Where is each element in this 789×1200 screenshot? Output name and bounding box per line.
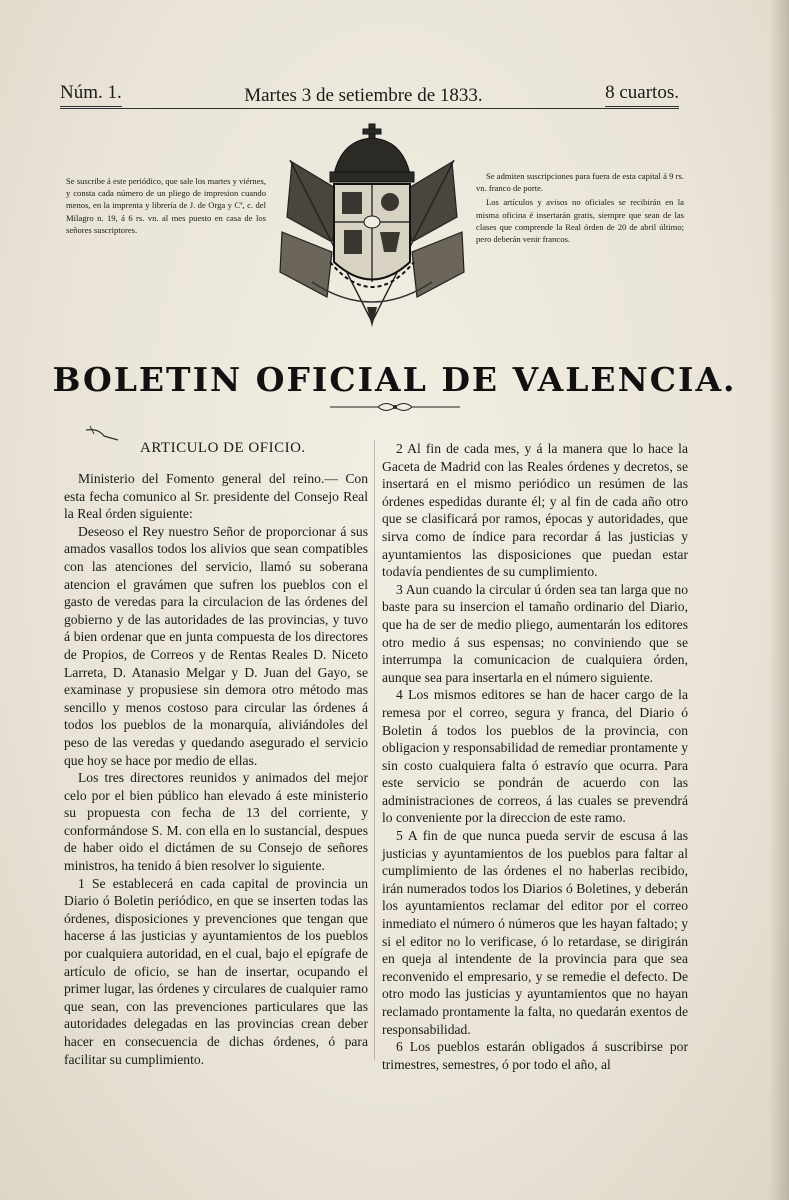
subscription-note-articles: Los artículos y avisos no oficiales se recibirán en la misma oficina é insertarán gratis, siempre que sean de las clases que comprende la Real órden de 20 de abril último; pero deberán venir francos. bbox=[476, 197, 684, 245]
masthead-title: BOLETIN OFICIAL DE VALENCIA. bbox=[52, 360, 737, 399]
section-heading: ARTICULO DE OFICIO. bbox=[140, 440, 306, 456]
paragraph-article-6: 6 Los pueblos estarán obligados á suscribirse por trimestres, semestres, ó por todo el año, al bbox=[382, 1039, 688, 1072]
issue-price: 8 cuartos. bbox=[605, 82, 679, 107]
paragraph-article-5: 5 A fin de que nunca pueda servir de escusa á las justicias y ayuntamientos de los pueblos para faltar al cumplimiento de las órdenes el no haberlas recibido, irán numerados todos los Diarios ó Boletines, y deberán los ayuntamientos reclamar del editor por el correo inmediato el número ó números que les hayan faltado; y si el editor no lo verificase, ó lo retardase, se dirigirán en queja al intendente de la provincia para que sea reconvenido el empresario, y se remedie el defecto. De otro modo las justicias y ayuntamientos que no hayan reclamado prontamente la falta, no quedarán exentos de responsabilidad. bbox=[382, 828, 688, 1037]
subscription-note-outside: Se admiten suscripciones para fuera de esta capital á 9 rs. vn. franco de porte. bbox=[476, 171, 684, 194]
left-column bbox=[64, 470, 368, 1068]
paragraph-article-4: 4 Los mismos editores se han de hacer cargo de la remesa por el correo, segura y franca, del Diario ó Boletin á todos los pueblos de la provincia, con obligacion y responsabilidad de remediar prontamente y sin costo cualquiera falta ó estravío que ocurra. Para este servicio se pondrán de acuerdo con las administraciones de correos, á las cuales se prevendrá lo conveniente por la direccion de este ramo. bbox=[382, 687, 688, 826]
paragraph-article-3: 3 Aun cuando la circular ú órden sea tan larga que no baste para su insercion el tamaño ordinario del Diario, que ha de ser de medio pliego, aumentarán los editores otro medio á sus espensas; no conviniendo que se interrumpa la comunicacion de cualquiera órden, aunque sea para insertarla en el número siguiente. bbox=[382, 581, 688, 685]
pen-mark-icon bbox=[84, 424, 120, 444]
paragraph-directors: Los tres directores reunidos y animados del mejor celo por el bien público han elevado á este ministerio su propuesta con fecha de 13 del corriente, y conformándose S. M. con ella en lo sustancial, despues de haber oido el dictámen de su Consejo de señores ministros, ha tenido á bien resolver lo siguiente. bbox=[64, 770, 368, 874]
ornament-divider-icon bbox=[330, 400, 460, 414]
subscription-note-right bbox=[476, 170, 684, 247]
paragraph-ministry: Ministerio del Fomento general del reino.— Con esta fecha comunico al Sr. presidente del Consejo Real la Real órden siguiente: bbox=[64, 471, 368, 522]
header-bar bbox=[60, 82, 679, 107]
paragraph-royal-desire: Deseoso el Rey nuestro Señor de proporcionar á sus amados vasallos todos los alivios que sean compatibles con las atenciones del servicio, llamó su soberana atencion el gravámen que sufren los pueblos con el gasto de veredas para la circulacion de las órdenes del gobierno y de las autoridades de las provincias, y tuvo á bien ordenar que en junta compuesta de los directores de Propios, de Correos y de Rentas Reales D. Niceto Larreta, D. Atanasio Melgar y D. Juan del Gayo, se examinase y propusiese sin demora otro método mas sencillo y menos costoso para circular las órdenes á todos los pueblos de la monarquía, aliviándoles del peso de las veredas y quedando asegurado el servicio que hoy se hace por medio de ellas. bbox=[64, 523, 368, 768]
header-rule bbox=[60, 108, 679, 109]
page-edge-shadow bbox=[769, 0, 789, 1200]
issue-date: Martes 3 de setiembre de 1833. bbox=[244, 85, 483, 106]
royal-coat-of-arms-icon bbox=[272, 122, 472, 342]
paragraph-article-2: 2 Al fin de cada mes, y á la manera que lo hace la Gaceta de Madrid con las Reales órdenes y decretos, se insertará en el mismo periódico un resúmen de las órdenes espedidas durante él; y al fin de cada año otro que se clasificará por ramos, épocas y autoridades, que sirva como de índice para recordar á las justicias y ayuntamientos las disposiciones que puedan estar todavía pendientes de su cumplimiento. bbox=[382, 441, 688, 580]
paragraph-article-1: 1 Se establecerá en cada capital de provincia un Diario ó Boletin periódico, en que se inserten todas las órdenes, disposiciones y prevenciones que tengan que hacerse á las justicias y ayuntamientos de los pueblos por cualquiera autoridad, en el cual, bajo el epígrafe de artículo de oficio, se han de insertar, ocupando el primer lugar, las órdenes y circulares de cualquier ramo que sean, con las prevenciones particulares que las autoridades delegadas en las provincias crean deber hacer en consecuencia de dichas órdenes, ó para facilitar su cumplimiento. bbox=[64, 875, 368, 1067]
column-divider bbox=[374, 440, 375, 1060]
issue-number: Núm. 1. bbox=[60, 82, 122, 107]
right-column bbox=[382, 440, 688, 1073]
subscription-note-left: Se suscribe á este periódico, que sale los martes y viérnes, y consta cada número de un pliego de impresion cuando menos, en la imprenta y librería de J. de Orga y Cª, c. del Milagro n. 19, á 6 rs. vn. al mes puesto en casa de los señores suscriptores. bbox=[66, 176, 266, 235]
